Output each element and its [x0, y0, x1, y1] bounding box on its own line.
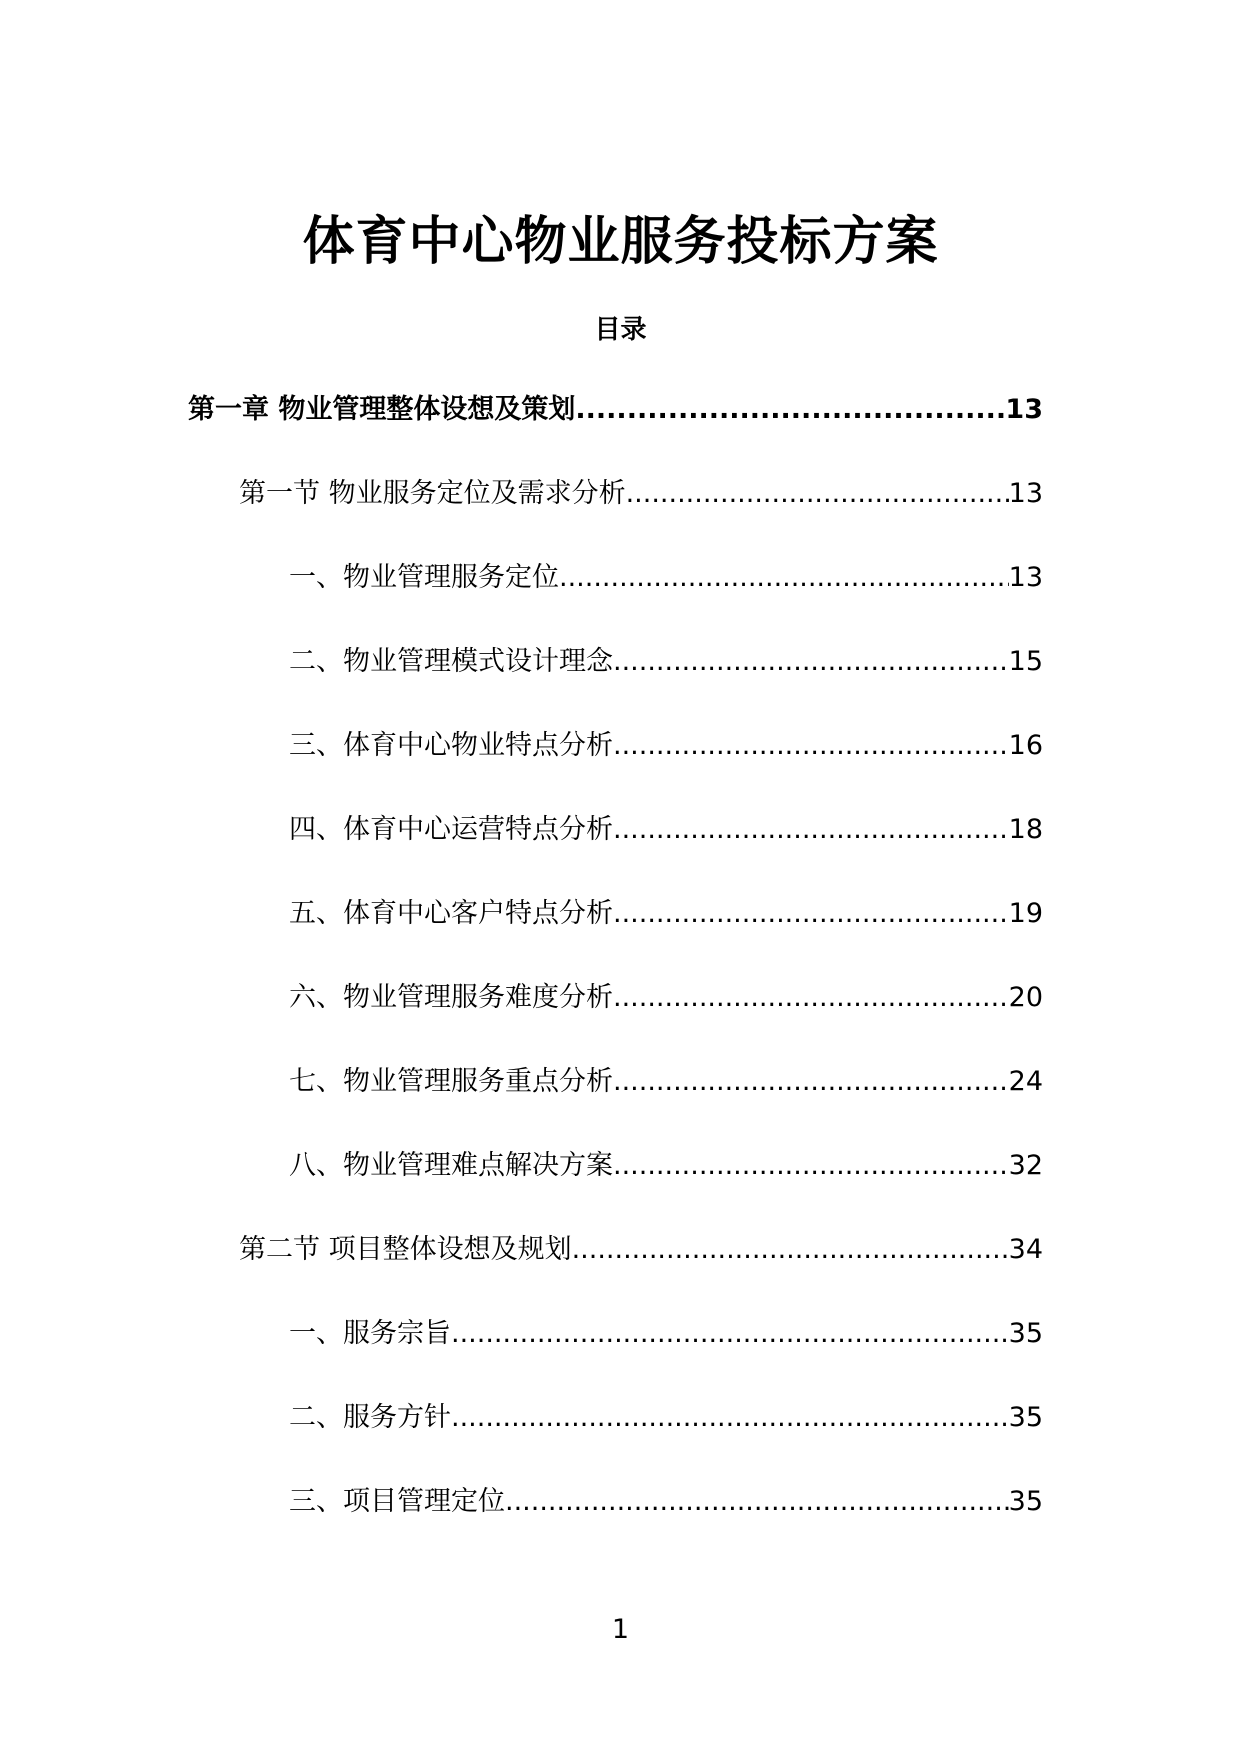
toc-entry-item[interactable]: [0, 726, 1241, 810]
toc-entry-label: 二、服务方针: [289, 1402, 451, 1433]
toc-dot-leader: [613, 1146, 1009, 1186]
toc-entry-label: 第一章 物业管理整体设想及策划: [188, 394, 576, 425]
toc-entry-page: 32: [1008, 1150, 1043, 1181]
toc-dot-leader: [613, 978, 1009, 1018]
toc-entry-label: 八、物业管理难点解决方案: [289, 1150, 613, 1181]
toc-entry-label: 一、服务宗旨: [289, 1318, 451, 1349]
toc-entry-page: 13: [1008, 562, 1043, 593]
toc-dot-leader: [613, 726, 1009, 766]
toc-entry-label: 一、物业管理服务定位: [289, 562, 559, 593]
toc-entry-item[interactable]: [0, 1146, 1241, 1230]
toc-entry-page: 24: [1008, 1066, 1043, 1097]
toc-entry-item[interactable]: [0, 1062, 1241, 1146]
toc-dot-leader: [572, 1230, 1009, 1270]
toc-entry-page: 35: [1008, 1486, 1043, 1517]
toc-dot-leader: [451, 1398, 1009, 1438]
toc-dot-leader: [626, 474, 1009, 514]
toc-dot-leader: [613, 642, 1009, 682]
toc-entry-page: 35: [1008, 1318, 1043, 1349]
toc-dot-leader: [613, 894, 1009, 934]
toc-entry-label: 七、物业管理服务重点分析: [289, 1066, 613, 1097]
toc-entry-label: 五、体育中心客户特点分析: [289, 898, 613, 929]
toc-dot-leader: [505, 1482, 1009, 1522]
toc-entry-page: 34: [1008, 1234, 1043, 1265]
toc-entry-label: 三、体育中心物业特点分析: [289, 730, 613, 761]
toc-entry-item[interactable]: [0, 1482, 1241, 1566]
toc-entry-item[interactable]: [0, 810, 1241, 894]
toc-entry-chapter-1[interactable]: [0, 390, 1241, 474]
toc-entry-page: 13: [1008, 478, 1043, 509]
toc-dot-leader: [559, 558, 1009, 598]
toc-dot-leader: [451, 1314, 1009, 1354]
toc-entry-page: 35: [1008, 1402, 1043, 1433]
toc-entry-page: 15: [1008, 646, 1043, 677]
toc-dot-leader: [613, 1062, 1009, 1102]
toc-entry-page: 16: [1008, 730, 1043, 761]
document-title: 体育中心物业服务投标方案: [302, 211, 939, 272]
page-number: 1: [611, 1614, 630, 1645]
toc-entry-section-2[interactable]: [0, 1230, 1241, 1314]
toc-entry-label: 第二节 项目整体设想及规划: [239, 1234, 572, 1265]
toc-entry-page: 19: [1008, 898, 1043, 929]
toc-entry-page: 13: [1005, 394, 1043, 425]
toc-entry-item[interactable]: [0, 978, 1241, 1062]
toc-entry-item[interactable]: [0, 1398, 1241, 1482]
toc-heading: 目录: [594, 315, 647, 345]
toc-entry-item[interactable]: [0, 642, 1241, 726]
toc-entry-item[interactable]: [0, 894, 1241, 978]
toc-entry-label: 二、物业管理模式设计理念: [289, 646, 613, 677]
toc-entry-item[interactable]: [0, 1314, 1241, 1398]
toc-dot-leader: [575, 390, 1005, 430]
toc-entry-label: 第一节 物业服务定位及需求分析: [239, 478, 626, 509]
table-of-contents: [0, 390, 1241, 1566]
toc-entry-label: 六、物业管理服务难度分析: [289, 982, 613, 1013]
toc-entry-label: 四、体育中心运营特点分析: [289, 814, 613, 845]
toc-entry-page: 20: [1008, 982, 1043, 1013]
toc-entry-page: 18: [1008, 814, 1043, 845]
toc-entry-item[interactable]: [0, 558, 1241, 642]
toc-entry-label: 三、项目管理定位: [289, 1486, 505, 1517]
toc-dot-leader: [613, 810, 1009, 850]
toc-entry-section-1[interactable]: [0, 474, 1241, 558]
